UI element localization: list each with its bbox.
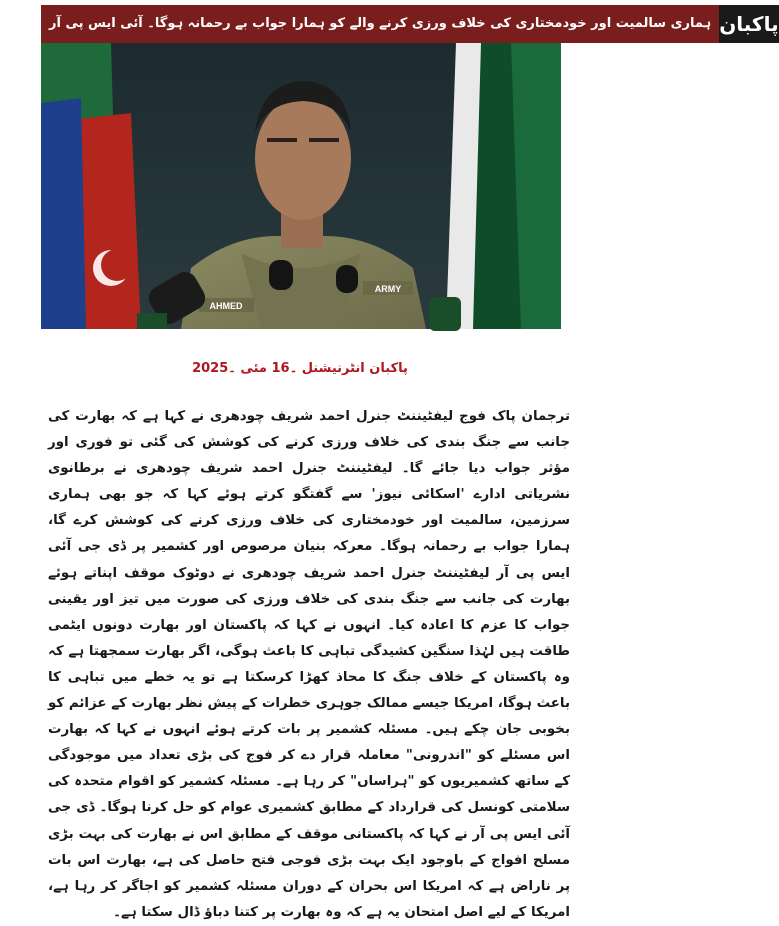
microphone [269,260,293,290]
headline: ہماری سالمیت اور خودمختاری کی خلاف ورزی کرنے والے کو ہمارا جواب بے رحمانہ ہوگا۔ آئی ایس پی آر [41,5,719,43]
dateline: پاکبان انٹرنیشنل ۔16 مئی ۔2025 [192,361,408,376]
article-body: ترجمان پاک فوج لیفٹیننٹ جنرل احمد شریف چودھری نے کہا ہے کہ بھارت کی جانب سے جنگ بندی کی خلاف ورزی کرنے کی کوشش کی گئی تو فوری اور مؤثر جواب دیا جائے گا۔ لیفٹیننٹ جنرل احمد شریف چودھری نے برطانوی نشریاتی ادارے 'اسکائی نیوز' سے گفتگو کرتے ہوئے کہا کہ جو بھی ہماری سرزمین، سالمیت اور خودمختاری کی خلاف ورزی کرنے کی کوشش کرے گا، ہمارا جواب بے رحمانہ ہوگا۔ معرکہ بنیان مرصوص اور کشمیر پر ڈی جی آئی ایس پی آر لیفٹیننٹ جنرل احمد شریف چودھری نے دوٹوک موقف اپناتے ہوئے بھارت کی جانب سے جنگ بندی کی خلاف ورزی کی صورت میں تیز اور یقینی جواب کا عزم کا اعادہ کیا۔ انہوں نے کہا کہ پاکستان اور بھارت دونوں ایٹمی طاقت ہیں لہٰذا سنگین کشیدگی تباہی کا باعث ہوگی، اگر بھارت سمجھتا ہے کہ وہ پاکستان کے خلاف جنگ کا محاذ کھڑا کرسکتا ہے تو یہ خطے میں تباہی کا باعث ہوگا، امریکا جیسے ممالک جوہری خطرات کے پیش نظر بھارت کے عزائم کو بخوبی جان چکے ہیں۔ مسئلہ کشمیر پر بات کرتے ہوئے انہوں نے کہا کہ بھارت اس مسئلے کو "اندرونی" معاملہ قرار دے کر فوج کی بڑی تعداد میں موجودگی کے ساتھ کشمیریوں کو "ہراساں" کر رہا ہے۔ مسئلہ کشمیر کو اقوام متحدہ کی سلامتی کونسل کی قرارداد کے مطابق کشمیری عوام کو حل کرنا ہوگا۔ ڈی جی آئی ایس پی آر نے کہا کہ پاکستانی موقف کے مطابق اس نے بھارت کی بہت بڑی مسلح افواج کے باوجود ایک بہت بڑی فوجی فتح حاصل کی ہے، بھارت اس بات پر ناراض ہے کہ امریکا اس بحران کے دوران مسئلہ کشمیر کو اجاگر کر رہا ہے، امریکا کے لیے اصل امتحان یہ ہے کہ وہ بھارت پر کتنا دباؤ ڈال سکتا ہے۔ [48,409,570,920]
microphone [336,265,358,293]
face [255,96,351,220]
brand-logo: پاکبان [719,5,778,43]
name-tag: AHMED [209,301,243,311]
microphone [429,297,461,331]
news-photo [41,43,561,329]
army-tag: ARMY [374,284,402,294]
header-banner [41,5,779,43]
